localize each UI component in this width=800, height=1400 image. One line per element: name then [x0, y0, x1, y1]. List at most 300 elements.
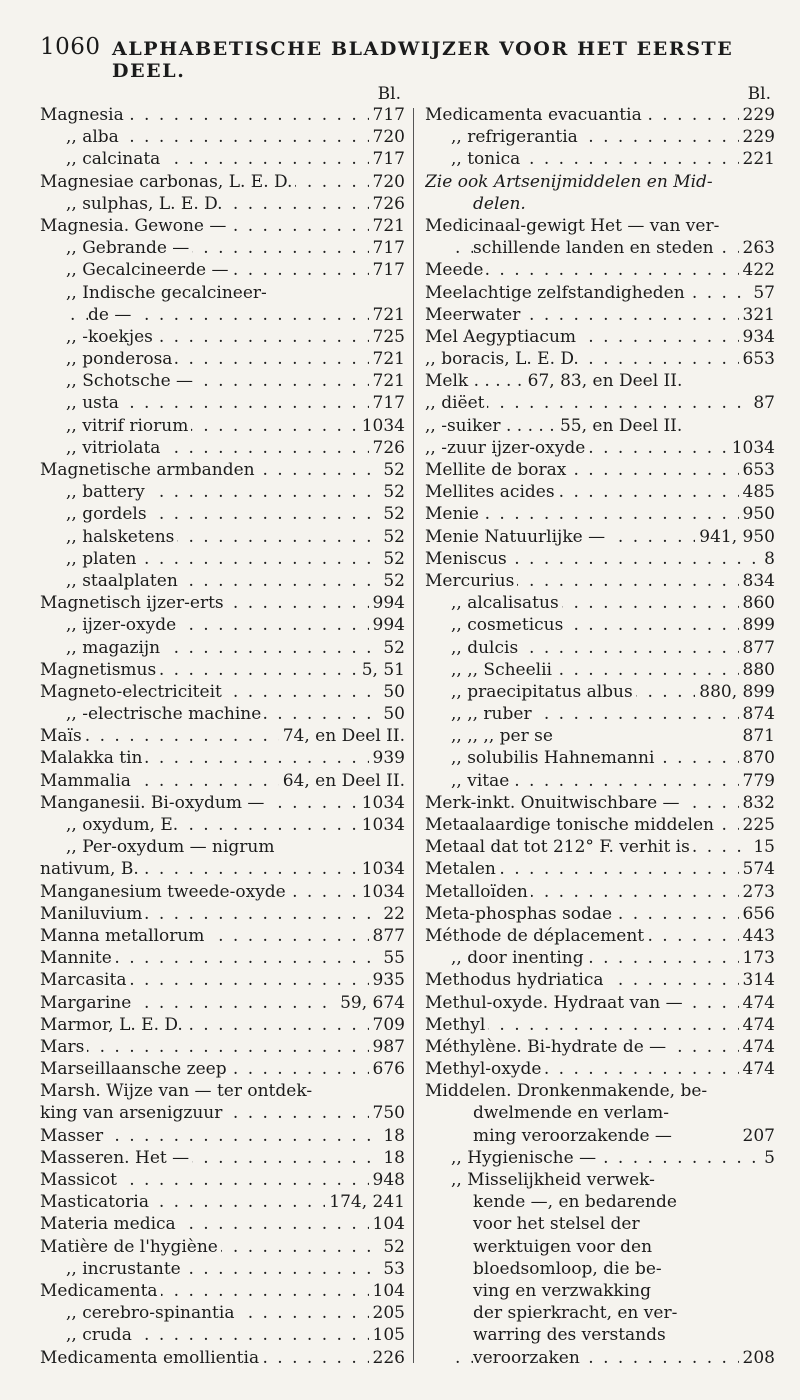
entry-term: ,, battery — [66, 482, 148, 502]
entry-page-ref: 935 — [369, 969, 405, 991]
entry-page-ref: 173 — [739, 947, 775, 969]
entry-page-ref: 726 — [369, 193, 405, 215]
index-entry — [40, 770, 405, 792]
index-entry — [425, 903, 775, 925]
index-entry — [425, 614, 775, 636]
index-entry — [425, 1280, 775, 1302]
index-entry — [425, 437, 775, 459]
index-entry — [40, 681, 405, 703]
entry-page-ref: 229 — [739, 126, 775, 148]
index-entry — [425, 814, 775, 836]
entry-term: Mercurius — [425, 571, 517, 591]
entry-page-ref: 653 — [739, 348, 775, 370]
entry-term: Mellite de borax — [425, 460, 569, 480]
entry-page-ref: 860 — [739, 592, 775, 614]
index-entry — [40, 1347, 405, 1369]
entry-page-ref: 105 — [369, 1324, 405, 1346]
index-entry — [425, 992, 775, 1014]
entry-term: Menie — [425, 504, 482, 524]
index-entry — [425, 1191, 775, 1213]
entry-page-ref: 321 — [739, 304, 775, 326]
index-entry — [425, 592, 775, 614]
entry-term: de — — [88, 305, 134, 325]
entry-page-ref: 5, 51 — [358, 659, 405, 681]
index-entry — [40, 947, 405, 969]
index-entry — [425, 1058, 775, 1080]
entry-page-ref: 55 — [379, 947, 405, 969]
index-entry — [425, 503, 775, 525]
entry-term: Mellites acides — [425, 482, 558, 502]
entry-page-ref: 474 — [739, 1036, 775, 1058]
entry-page-ref: 229 — [739, 104, 775, 126]
entry-term: ,, -zuur ijzer-oxyde — [425, 438, 588, 458]
entry-page-ref: 57 — [749, 282, 775, 304]
entry-term: Medicamenta emollientia — [40, 1348, 262, 1368]
page-header — [40, 34, 760, 82]
entry-term: kende —, en bedarende — [473, 1192, 680, 1212]
entry-term: Meerwater — [425, 305, 523, 325]
entry-page-ref: 750 — [369, 1102, 405, 1124]
entry-page-ref: 52 — [379, 459, 405, 481]
entry-term: dwelmende en verlam- — [473, 1103, 672, 1123]
entry-page-ref: 717 — [369, 104, 405, 126]
entry-page-ref: 941, 950 — [695, 526, 775, 548]
index-entry — [425, 215, 775, 237]
entry-term: Methodus hydriatica — [425, 970, 607, 990]
entry-term: Metalloïden — [425, 882, 531, 902]
page-number: 1060 — [40, 34, 101, 60]
index-entry — [40, 992, 405, 1014]
entry-page-ref: 1034 — [358, 415, 405, 437]
index-entry — [40, 725, 405, 747]
entry-term: Magnetisch ijzer-erts — [40, 593, 227, 613]
index-entry — [40, 370, 405, 392]
entry-term: ,, staalplaten — [66, 571, 181, 591]
entry-page-ref: 574 — [739, 858, 775, 880]
index-entry — [40, 659, 405, 681]
index-entry — [425, 947, 775, 969]
entry-term: ,, refrigerantia — [451, 127, 581, 147]
entry-page-ref: 52 — [379, 526, 405, 548]
entry-page-ref: 725 — [369, 326, 405, 348]
entry-term: Methyl-oxyde — [425, 1059, 544, 1079]
entry-term: ving en verzwakking — [473, 1281, 654, 1301]
entry-term: Metaalaardige tonische middelen — [425, 815, 717, 835]
index-entry — [425, 392, 775, 414]
index-entry — [40, 592, 405, 614]
entry-term: ,, alba — [66, 127, 122, 147]
index-entry — [40, 1258, 405, 1280]
index-entry — [425, 1302, 775, 1324]
entry-term: ,, diëet — [425, 393, 487, 413]
index-entry — [40, 881, 405, 903]
index-entry — [40, 1036, 405, 1058]
index-entry — [40, 570, 405, 592]
index-entry — [425, 148, 775, 170]
column-head-bl: Bl. — [377, 84, 401, 104]
entry-term: ,, -electrische machine — [66, 704, 264, 724]
entry-page-ref: 52 — [379, 548, 405, 570]
index-entry — [40, 437, 405, 459]
entry-term: ,, alcalisatus — [451, 593, 562, 613]
index-entry — [40, 348, 405, 370]
entry-page-ref: 1034 — [728, 437, 775, 459]
entry-term: ming veroorzakende — — [473, 1126, 675, 1146]
entry-page-ref: 18 — [379, 1125, 405, 1147]
entry-term: Masseren. Het — — [40, 1148, 192, 1168]
index-entry — [40, 1014, 405, 1036]
entry-page-ref: 880 — [739, 659, 775, 681]
index-entry — [40, 1302, 405, 1324]
entry-term: ,, incrustante — [66, 1259, 184, 1279]
index-entry — [40, 1213, 405, 1235]
entry-page-ref: 52 — [379, 1236, 405, 1258]
column-head-bl: Bl. — [747, 84, 771, 104]
index-entry — [40, 1058, 405, 1080]
index-entry — [40, 459, 405, 481]
entry-term: ,, oxydum, E. — [66, 815, 181, 835]
entry-term: ,, calcinata — [66, 149, 163, 169]
entry-page-ref: 720 — [369, 126, 405, 148]
entry-term: Malakka tin — [40, 748, 145, 768]
entry-term: ,, Gebrande — — [66, 238, 192, 258]
entry-term: ,, Misselijkheid verwek- — [451, 1170, 658, 1190]
index-entry — [425, 881, 775, 903]
entry-term: ,, magazijn — [66, 638, 163, 658]
entry-term: ,, door inenting — [451, 948, 587, 968]
index-entry — [425, 637, 775, 659]
entry-term: Méthylène. Bi-hydrate de — — [425, 1037, 669, 1057]
entry-page-ref: 474 — [739, 1014, 775, 1036]
entry-page-ref: 948 — [369, 1169, 405, 1191]
index-entry — [425, 171, 775, 193]
entry-page-ref: 1034 — [358, 881, 405, 903]
entry-term: Manganesium tweede-oxyde — [40, 882, 289, 902]
entry-term: ,, Indische gecalcineer- — [66, 283, 270, 303]
entry-page-ref: 8 — [760, 548, 775, 570]
entry-page-ref: 15 — [749, 836, 775, 858]
entry-page-ref: 709 — [369, 1014, 405, 1036]
index-entry — [425, 126, 775, 148]
index-entry — [40, 1147, 405, 1169]
entry-term: ,, praecipitatus albus — [451, 682, 636, 702]
index-entry — [425, 1014, 775, 1036]
entry-term: Masticatoria — [40, 1192, 152, 1212]
entry-page-ref: 485 — [739, 481, 775, 503]
entry-page-ref: 273 — [739, 881, 775, 903]
entry-term: Methyl — [425, 1015, 488, 1035]
index-entry — [40, 1280, 405, 1302]
entry-page-ref: 50 — [379, 703, 405, 725]
entry-term: Zie ook Artsenijmiddelen en Mid- — [425, 172, 716, 192]
entry-page-ref: 53 — [379, 1258, 405, 1280]
entry-term: ,, vitae — [451, 771, 512, 791]
entry-page-ref: 676 — [369, 1058, 405, 1080]
index-entry — [40, 703, 405, 725]
entry-term: schillende landen en steden — [473, 238, 717, 258]
entry-term: Medicinaal-gewigt Het — van ver- — [425, 216, 722, 236]
entry-term: Metaal dat tot 212° F. verhit is — [425, 837, 693, 857]
entry-page-ref: 314 — [739, 969, 775, 991]
entry-page-ref: 1034 — [358, 814, 405, 836]
entry-term: ,, boracis, L. E. D. — [425, 349, 582, 369]
index-entry — [425, 659, 775, 681]
entry-term: ,, Schotsche — — [66, 371, 196, 391]
entry-term: Magnesia. Gewone — — [40, 216, 229, 236]
entry-page-ref: 726 — [369, 437, 405, 459]
entry-page-ref: 18 — [379, 1147, 405, 1169]
index-entry — [425, 481, 775, 503]
index-entry — [40, 148, 405, 170]
entry-term: warring des verstands — [473, 1325, 669, 1345]
entry-page-ref: 422 — [739, 259, 775, 281]
entry-page-ref: 877 — [739, 637, 775, 659]
entry-term: Mammalia — [40, 771, 134, 791]
entry-term: Manna metallorum — [40, 926, 207, 946]
entry-page-ref: 52 — [379, 637, 405, 659]
index-entry — [425, 1258, 775, 1280]
entry-term: Marmor, L. E. D. — [40, 1015, 186, 1035]
index-entry — [425, 526, 775, 548]
index-entry — [425, 548, 775, 570]
entry-term: ,, Hygienische — — [451, 1148, 599, 1168]
entry-term: Marsh. Wijze van — ter ontdek- — [40, 1081, 315, 1101]
entry-term: ,, ijzer-oxyde — [66, 615, 179, 635]
index-entry — [40, 747, 405, 769]
entry-page-ref: 221 — [739, 148, 775, 170]
entry-term: ,, vitrif riorum — [66, 416, 191, 436]
entry-page-ref: 721 — [369, 348, 405, 370]
entry-term: werktuigen voor den — [473, 1237, 655, 1257]
entry-term: delen. — [473, 194, 529, 214]
entry-page-ref: 208 — [739, 1347, 775, 1369]
entry-term: ,, sulphas, L. E. D. — [66, 194, 226, 214]
entry-term: ,, cruda — [66, 1325, 135, 1345]
entry-page-ref: 934 — [739, 326, 775, 348]
entry-page-ref: 52 — [379, 570, 405, 592]
entry-term: Middelen. Dronkenmakende, be- — [425, 1081, 710, 1101]
entry-page-ref: 720 — [369, 171, 405, 193]
entry-page-ref: 226 — [369, 1347, 405, 1369]
index-entry — [425, 259, 775, 281]
entry-term: Matière de l'hygiène — [40, 1237, 221, 1257]
index-entry — [425, 1147, 775, 1169]
right-entries — [425, 104, 775, 1369]
entry-page-ref: 50 — [379, 681, 405, 703]
entry-term: Merk-inkt. Onuitwischbare — — [425, 793, 683, 813]
index-entry — [425, 1347, 775, 1369]
entry-term: ,, dulcis — [451, 638, 521, 658]
entry-term: Marcasita — [40, 970, 129, 990]
running-title: ALPHABETISCHE BLADWIJZER VOOR HET EERSTE DEEL. — [112, 38, 734, 82]
entry-term: voor het stelsel der — [473, 1214, 643, 1234]
entry-term: der spierkracht, en ver- — [473, 1303, 680, 1323]
entry-term: veroorzaken — [473, 1348, 583, 1368]
entry-page-ref: 1034 — [358, 858, 405, 880]
entry-page-ref: 880, 899 — [695, 681, 775, 703]
entry-term: Medicamenta evacuantia — [425, 105, 645, 125]
column-divider — [413, 108, 414, 1363]
entry-term: Methul-oxyde. Hydraat van — — [425, 993, 686, 1013]
entry-page-ref: 22 — [379, 903, 405, 925]
entry-term: Metalen — [425, 859, 499, 879]
entry-term: Manganesii. Bi-oxydum — — [40, 793, 267, 813]
index-entry — [425, 415, 775, 437]
entry-page-ref: 877 — [369, 925, 405, 947]
entry-term: ,, ,, ruber — [451, 704, 535, 724]
entry-term: Meede — [425, 260, 486, 280]
index-entry — [40, 1080, 405, 1102]
entry-term: ,, ,, ,, per se — [451, 726, 556, 746]
entry-term: ,, halsketens — [66, 527, 177, 547]
index-entry — [40, 792, 405, 814]
index-entry — [40, 614, 405, 636]
index-entry — [425, 858, 775, 880]
index-entry — [425, 969, 775, 991]
entry-page-ref: 987 — [369, 1036, 405, 1058]
entry-term: Maniluvium — [40, 904, 145, 924]
index-entry — [425, 1169, 775, 1191]
index-entry — [40, 836, 405, 858]
index-entry — [40, 925, 405, 947]
entry-term: ,, Per-oxydum — nigrum — [66, 837, 277, 857]
entry-term: Mars — [40, 1037, 87, 1057]
entry-term: ,, cosmeticus — [451, 615, 566, 635]
entry-page-ref: 52 — [379, 481, 405, 503]
entry-page-ref: 874 — [739, 703, 775, 725]
index-entry — [425, 1236, 775, 1258]
index-entry — [425, 681, 775, 703]
index-entry — [40, 104, 405, 126]
entry-page-ref: 263 — [739, 237, 775, 259]
index-column-right — [425, 84, 775, 1369]
entry-page-ref: 870 — [739, 747, 775, 769]
entry-page-ref: 205 — [369, 1302, 405, 1324]
index-entry — [425, 770, 775, 792]
index-entry — [425, 237, 775, 259]
entry-term: ,, cerebro-spinantia — [66, 1303, 237, 1323]
entry-term: Margarine — [40, 993, 134, 1013]
entry-term: ,, -suiker . . . . . 55, en Deel II. — [425, 416, 685, 436]
index-entry — [425, 1213, 775, 1235]
entry-page-ref: 225 — [739, 814, 775, 836]
entry-page-ref: 656 — [739, 903, 775, 925]
index-entry — [40, 1191, 405, 1213]
entry-page-ref: 994 — [369, 592, 405, 614]
index-entry — [425, 348, 775, 370]
entry-term: ,, usta — [66, 393, 122, 413]
entry-term: ,, gordels — [66, 504, 150, 524]
entry-term: ,, Gecalcineerde — — [66, 260, 231, 280]
entry-term: ,, ,, Scheelii — [451, 660, 555, 680]
index-entry — [425, 1324, 775, 1346]
index-entry — [40, 1125, 405, 1147]
entry-page-ref: 899 — [739, 614, 775, 636]
index-entry — [40, 1236, 405, 1258]
entry-page-ref: 779 — [739, 770, 775, 792]
entry-page-ref: 939 — [369, 747, 405, 769]
entry-page-ref: 994 — [369, 614, 405, 636]
entry-term: Menie Natuurlijke — — [425, 527, 608, 547]
entry-term: Materia medica — [40, 1214, 179, 1234]
entry-page-ref: 832 — [739, 792, 775, 814]
entry-page-ref: 104 — [369, 1280, 405, 1302]
entry-page-ref: 5 — [760, 1147, 775, 1169]
entry-term: Maïs — [40, 726, 85, 746]
entry-page-ref: 174, 241 — [325, 1191, 405, 1213]
entry-page-ref: 721 — [369, 304, 405, 326]
entry-term: Meelachtige zelfstandigheden — [425, 283, 688, 303]
index-entry — [425, 1102, 775, 1124]
index-entry — [40, 215, 405, 237]
index-entry — [40, 1169, 405, 1191]
index-entry — [40, 503, 405, 525]
entry-term: ,, ponderosa — [66, 349, 175, 369]
index-entry — [425, 104, 775, 126]
entry-page-ref: 87 — [749, 392, 775, 414]
index-entry — [425, 282, 775, 304]
entry-term: Marseillaansche zeep — [40, 1059, 230, 1079]
entry-page-ref: 717 — [369, 148, 405, 170]
index-entry — [40, 526, 405, 548]
index-entry — [40, 392, 405, 414]
index-entry — [425, 1125, 775, 1147]
entry-term: Melk . . . . . 67, 83, en Deel II. — [425, 371, 685, 391]
entry-term: Magnesiae carbonas, L. E. D. — [40, 172, 295, 192]
index-entry — [40, 193, 405, 215]
index-entry — [425, 747, 775, 769]
index-entry — [425, 1080, 775, 1102]
index-entry — [40, 858, 405, 880]
index-entry — [40, 259, 405, 281]
entry-term: ,, -koekjes — [66, 327, 156, 347]
entry-page-ref: 721 — [369, 215, 405, 237]
index-entry — [40, 814, 405, 836]
entry-term: Meniscus — [425, 549, 510, 569]
index-entry — [40, 237, 405, 259]
index-entry — [40, 969, 405, 991]
entry-page-ref: 1034 — [358, 792, 405, 814]
entry-term: Massicot — [40, 1170, 120, 1190]
entry-page-ref: 104 — [369, 1213, 405, 1235]
entry-page-ref: 474 — [739, 1058, 775, 1080]
index-entry — [40, 304, 405, 326]
entry-term: bloedsomloop, die be- — [473, 1259, 665, 1279]
entry-page-ref: 64, en Deel II. — [279, 770, 405, 792]
index-entry — [425, 370, 775, 392]
entry-page-ref: 717 — [369, 392, 405, 414]
index-entry — [40, 415, 405, 437]
entry-page-ref: 717 — [369, 259, 405, 281]
index-entry — [425, 725, 775, 747]
index-entry — [425, 1036, 775, 1058]
index-entry — [40, 326, 405, 348]
entry-page-ref: 721 — [369, 370, 405, 392]
entry-page-ref: 59, 674 — [336, 992, 405, 1014]
entry-term: nativum, B. — [40, 859, 142, 879]
entry-term: Magnetische armbanden — [40, 460, 258, 480]
entry-term: Méthode de déplacement — [425, 926, 647, 946]
entry-page-ref: 207 — [739, 1125, 775, 1147]
index-entry — [425, 459, 775, 481]
entry-page-ref: 653 — [739, 459, 775, 481]
index-entry — [425, 326, 775, 348]
entry-term: Mannite — [40, 948, 115, 968]
index-entry — [40, 903, 405, 925]
entry-term: Magnesia — [40, 105, 127, 125]
entry-page-ref: 950 — [739, 503, 775, 525]
index-entry — [40, 637, 405, 659]
